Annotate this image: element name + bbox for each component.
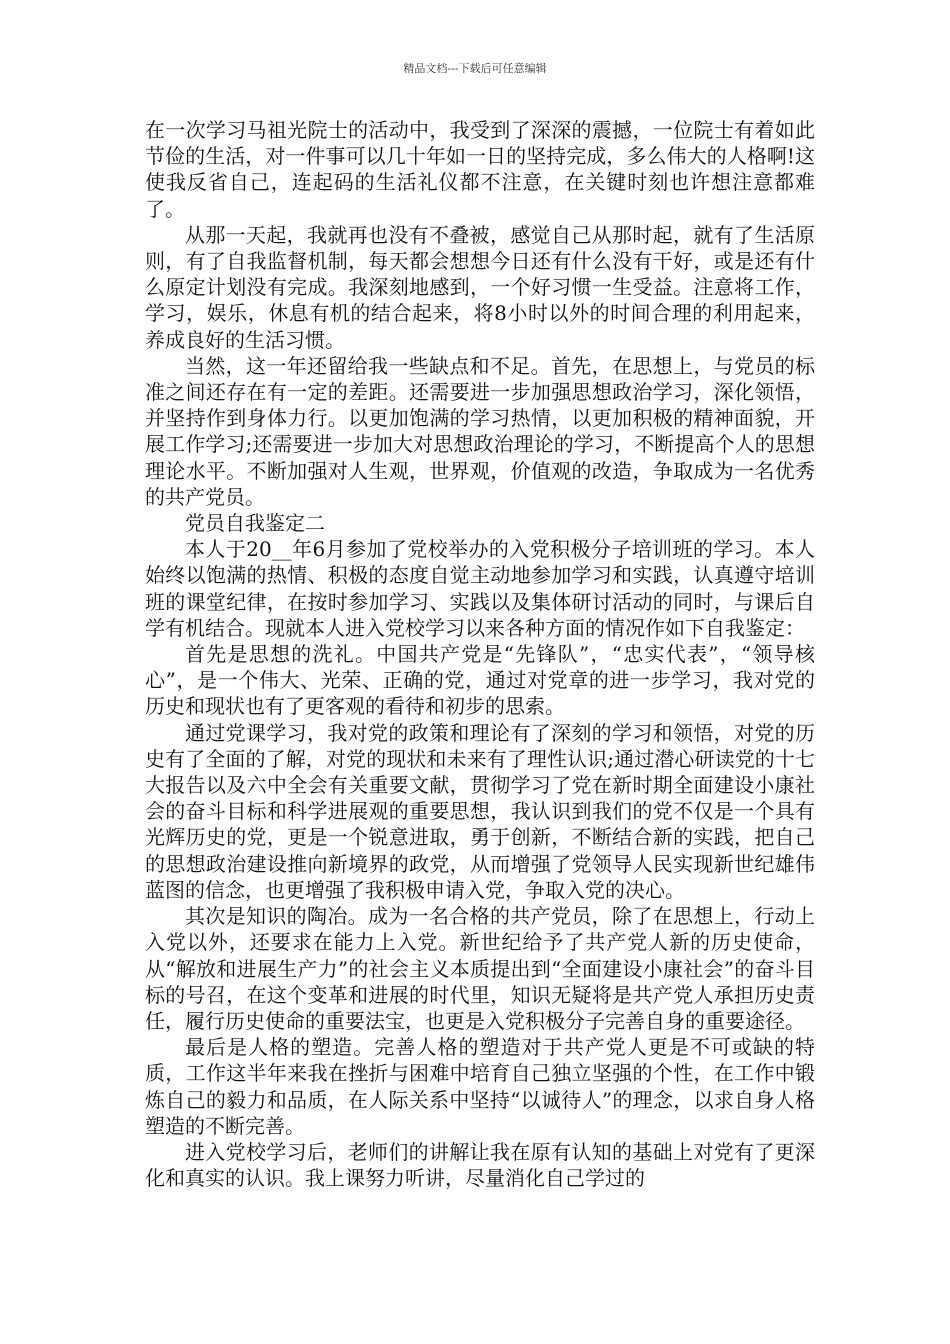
paragraph: 在一次学习马祖光院士的活动中，我受到了深深的震撼，一位院士有着如此节俭的生活，对一件事可以几十年如一日的坚持完成，多么伟大的人格啊!这使我反省自己，连起码的生活礼仪都不注意，在关键时刻也许想注意都难了。 <box>145 118 815 221</box>
paragraph: 其次是知识的陶冶。成为一名合格的共产党员，除了在思想上，行动上入党以外，还要求在能力上入党。新世纪给予了共产党人新的历史使命，从“解放和进展生产力”的社会主义本质提出到“全面建设小康社会”的奋斗目标的号召，在这个变革和进展的时代里，知识无疑将是共产党人承担历史责任，履行历史使命的重要法宝，也更是入党积极分子完善自身的重要途径。 <box>145 904 815 1033</box>
paragraph: 进入党校学习后，老师们的讲解让我在原有认知的基础上对党有了更深化和真实的认识。我上课努力听讲，尽量消化自己学过的 <box>145 1139 815 1191</box>
paragraph: 从那一天起，我就再也没有不叠被，感觉自己从那时起，就有了生活原则，有了自我监督机制，每天都会想想今日还有什么没有干好，或是还有什么原定计划没有完成。我深刻地感到，一个好习惯一生受益。注意将工作，学习，娱乐，休息有机的结合起来，将8小时以外的时间合理的利用起来，养成良好的生活习惯。 <box>145 222 815 352</box>
paragraph: 当然，这一年还留给我一些缺点和不足。首先，在思想上，与党员的标准之间还存在有一定的差距。还需要进一步加强思想政治学习，深化领悟，并坚持作到身体力行。以更加饱满的学习热情，以更加积极的精神面貌，开展工作学习;还需要进一步加大对思想政治理论的学习，不断提高个人的思想理论水平。不断加强对人生观，世界观，价值观的改造，争取成为一名优秀的共产党员。 <box>145 353 815 509</box>
page-header: 精品文档---下载后可任意编辑 <box>403 62 547 75</box>
paragraph: 首先是思想的洗礼。中国共产党是“先锋队”，“忠实代表”，“领导核心”，是一个伟大、光荣、正确的党，通过对党章的进一步学习，我对党的历史和现状也有了更客观的看待和初步的思索。 <box>145 642 815 719</box>
paragraph: 最后是人格的塑造。完善人格的塑造对于共产党人更是不可或缺的特质，工作这半年来我在挫折与困难中培育自己独立坚强的个性，在工作中锻炼自己的毅力和品质，在人际关系中坚持“以诚待人”的理念，以求自身人格塑造的不断完善。 <box>145 1035 815 1138</box>
section-heading: 党员自我鉴定二 <box>185 511 325 536</box>
paragraph: 本人于20__年6月参加了党校举办的入党积极分子培训班的学习。本人始终以饱满的热情、积极的态度自觉主动地参加学习和实践，认真遵守培训班的课堂纪律，在按时参加学习、实践以及集体研讨活动的同时，与课后自学有机结合。现就本人进入党校学习以来各种方面的情况作如下自我鉴定： <box>145 537 815 640</box>
paragraph: 通过党课学习，我对党的政策和理论有了深刻的学习和领悟，对党的历史有了全面的了解，对党的现状和未来有了理性认识;通过潜心研读党的十七大报告以及六中全会有关重要文献，贯彻学习了党在新时期全面建设小康社会的奋斗目标和科学进展观的重要思想，我认识到我们的党不仅是一个具有光辉历史的党，更是一个锐意进取，勇于创新，不断结合新的实践，把自己的思想政治建设推向新境界的政党，从而增强了党领导人民实现新世纪雄伟蓝图的信念，也更增强了我积极申请入党，争取入党的决心。 <box>145 720 815 902</box>
document-body <box>145 117 815 1191</box>
